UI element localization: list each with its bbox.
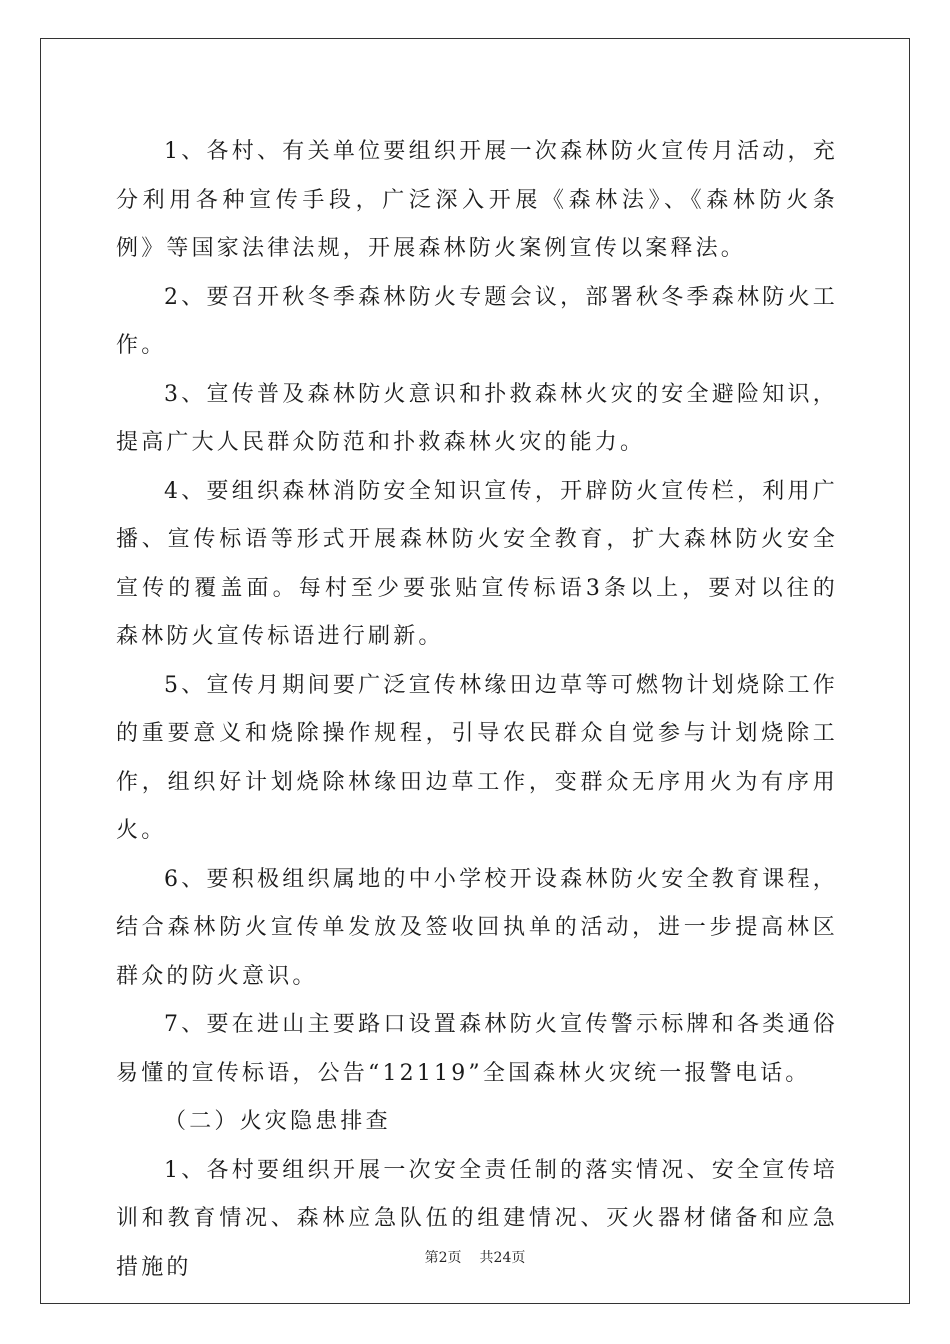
document-body — [116, 128, 838, 1292]
page-number: 第2页 — [424, 1250, 462, 1266]
paragraph-6: 6、要积极组织属地的中小学校开设森林防火安全教育课程，结合森林防火宣传单发放及签收回执单的活动，进一步提高林区群众的防火意识。 — [116, 866, 838, 989]
paragraph-7: 7、要在进山主要路口设置森林防火宣传警示标牌和各类通俗易懂的宣传标语，公告“12119”全国森林火灾统一报警电话。 — [116, 1012, 838, 1086]
section-heading: （二）火灾隐患排查 — [164, 1109, 391, 1134]
paragraph-4: 4、要组织森林消防安全知识宣传，开辟防火宣传栏，利用广播、宣传标语等形式开展森林防火安全教育，扩大森林防火安全宣传的覆盖面。每村至少要张贴宣传标语3条以上，要对以往的森林防火宣传标语进行刷新。 — [116, 478, 838, 649]
paragraph-1: 1、各村、有关单位要组织开展一次森林防火宣传月活动，充分利用各种宣传手段，广泛深入开展《森林法》、《森林防火条例》等国家法律法规，开展森林防火案例宣传以案释法。 — [116, 139, 838, 261]
paragraph-5: 5、宣传月期间要广泛宣传林缘田边草等可燃物计划烧除工作的重要意义和烧除操作规程，引导农民群众自觉参与计划烧除工作，组织好计划烧除林缘田边草工作，变群众无序用火为有序用火。 — [116, 672, 838, 843]
paragraph-3: 3、宣传普及森林防火意识和扑救森林火灾的安全避险知识，提高广大人民群众防范和扑救森林火灾的能力。 — [116, 381, 838, 455]
page-total: 共24页 — [479, 1250, 526, 1266]
paragraph-8: 1、各村要组织开展一次安全责任制的落实情况、安全宣传培训和教育情况、森林应急队伍的组建情况、灭火器材储备和应急措施的 — [116, 1157, 838, 1280]
page-footer — [0, 1247, 950, 1267]
paragraph-2: 2、要召开秋冬季森林防火专题会议，部署秋冬季森林防火工作。 — [116, 284, 838, 358]
